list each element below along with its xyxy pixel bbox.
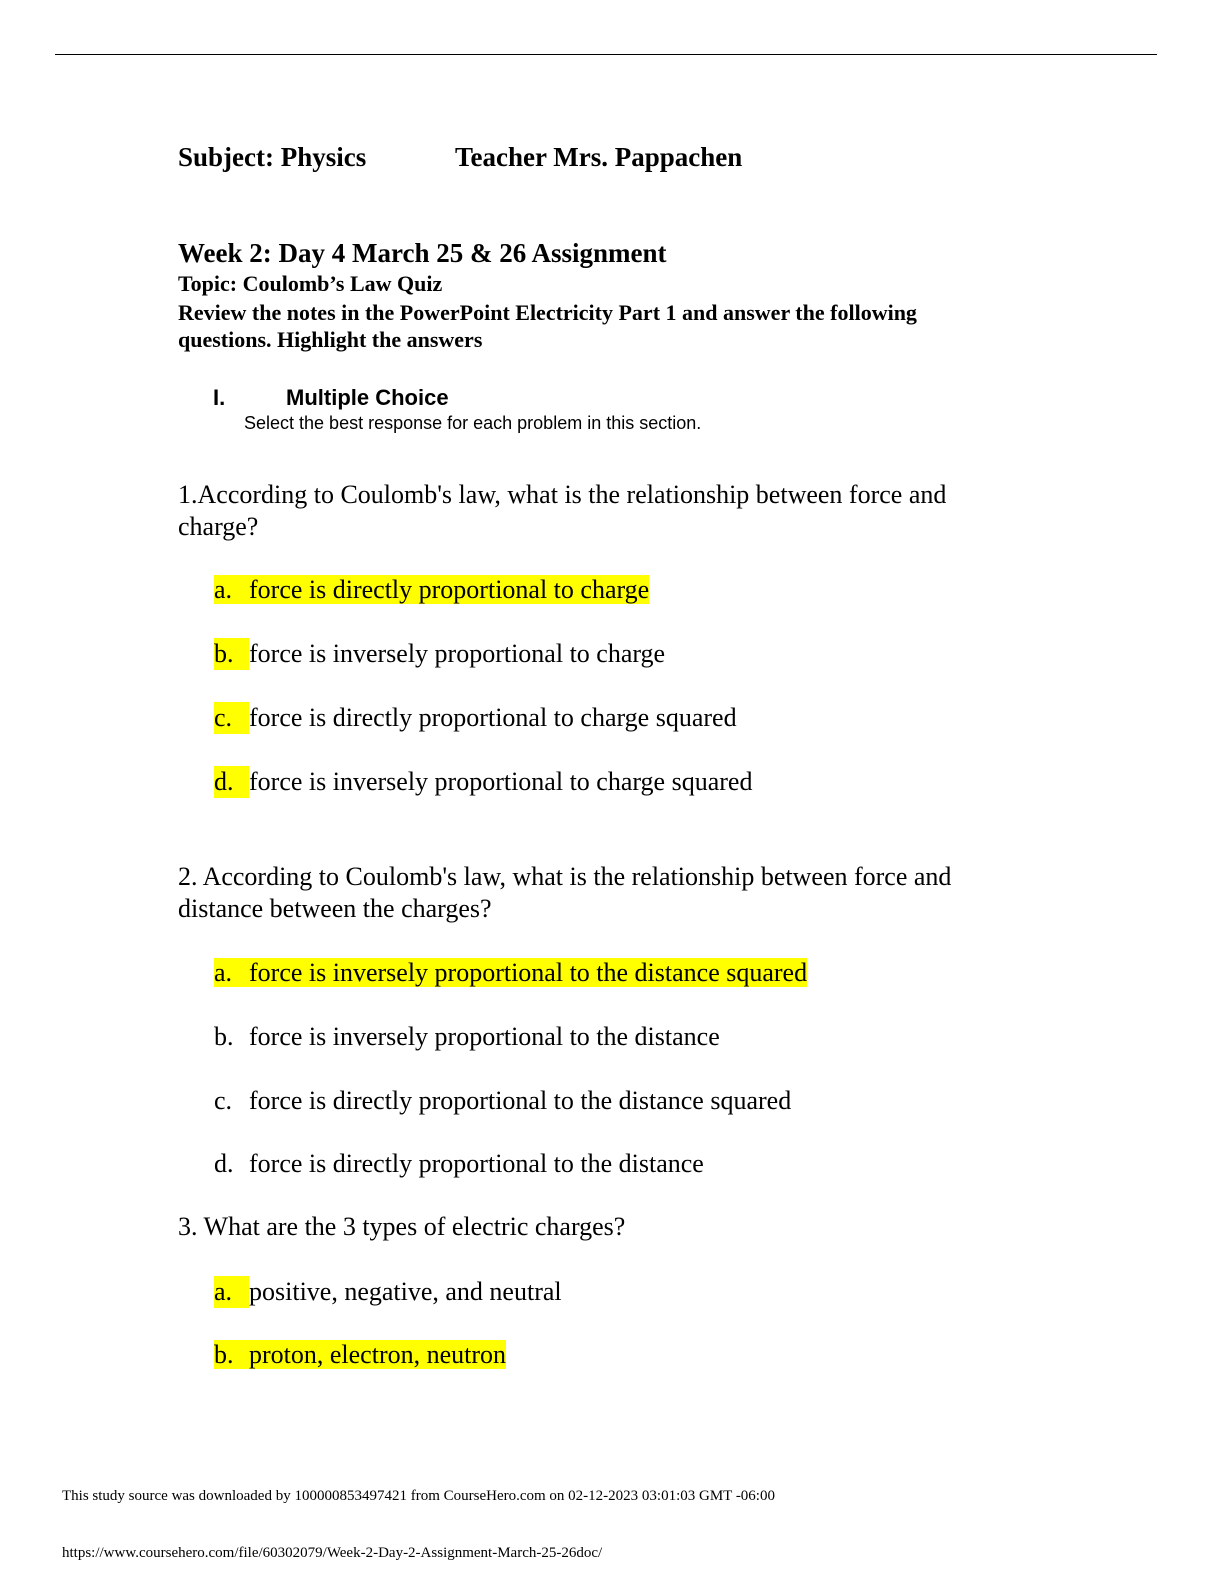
option-letter: a. (214, 1276, 249, 1308)
assignment-instructions: Review the notes in the PowerPoint Electricity Part 1 and answer the following questions. Highlight the answers (178, 300, 917, 352)
source-url[interactable]: https://www.coursehero.com/file/60302079/Week-2-Day-2-Assignment-March-25-26doc/ (62, 1545, 603, 1561)
option-text: force is inversely proportional to the distance (249, 1022, 720, 1051)
question-1-option-d (214, 766, 752, 798)
question-1-option-b (214, 638, 665, 670)
question-3-option-b (214, 1339, 506, 1371)
top-rule (55, 54, 1157, 55)
question-2: 2. According to Coulomb's law, what is the relationship between force and distance between the charges? (178, 862, 952, 923)
question-1: 1.According to Coulomb's law, what is the relationship between force and charge? (178, 480, 947, 541)
document-header (178, 142, 743, 173)
option-letter: c. (214, 1086, 233, 1115)
option-text: force is directly proportional to the distance (249, 1149, 704, 1178)
question-3: 3. What are the 3 types of electric charges? (178, 1212, 626, 1241)
option-letter: d. (214, 766, 249, 798)
section-number: I. (213, 385, 226, 410)
question-2-option-b (214, 1021, 720, 1053)
option-text: force is inversely proportional to the distance squared (249, 958, 808, 987)
option-letter: b. (214, 638, 249, 670)
option-text: force is inversely proportional to charge (249, 639, 666, 668)
teacher-label: Teacher Mrs. Pappachen (455, 142, 743, 172)
option-text: force is directly proportional to the distance squared (249, 1086, 792, 1115)
question-2-option-a (214, 957, 807, 989)
question-1-option-a (214, 574, 649, 606)
option-text: force is directly proportional to charge (249, 575, 650, 604)
option-text: positive, negative, and neutral (249, 1277, 562, 1306)
option-letter: a. (214, 575, 233, 604)
assignment-topic: Topic: Coulomb’s Law Quiz (178, 271, 443, 296)
option-letter: b. (214, 1340, 234, 1369)
option-text: force is directly proportional to charge squared (249, 703, 737, 732)
subject-label: Subject: Physics (178, 142, 367, 172)
option-letter: c. (214, 702, 249, 734)
section-subtitle: Select the best response for each problem in this section. (244, 413, 702, 433)
assignment-title: Week 2: Day 4 March 25 & 26 Assignment (178, 238, 667, 268)
question-2-option-d (214, 1148, 704, 1180)
option-letter: b. (214, 1022, 234, 1051)
download-notice: This study source was downloaded by 100000853497421 from CourseHero.com on 02-12-2023 03:01:03 GMT -06:00 (62, 1488, 775, 1504)
question-1-option-c (214, 702, 737, 734)
question-2-option-c (214, 1085, 791, 1117)
question-3-option-a (214, 1276, 562, 1308)
option-letter: d. (214, 1149, 234, 1178)
section-title: Multiple Choice (286, 385, 449, 410)
option-letter: a. (214, 958, 233, 987)
option-text: force is inversely proportional to charge squared (249, 767, 753, 796)
option-text: proton, electron, neutron (249, 1340, 507, 1369)
